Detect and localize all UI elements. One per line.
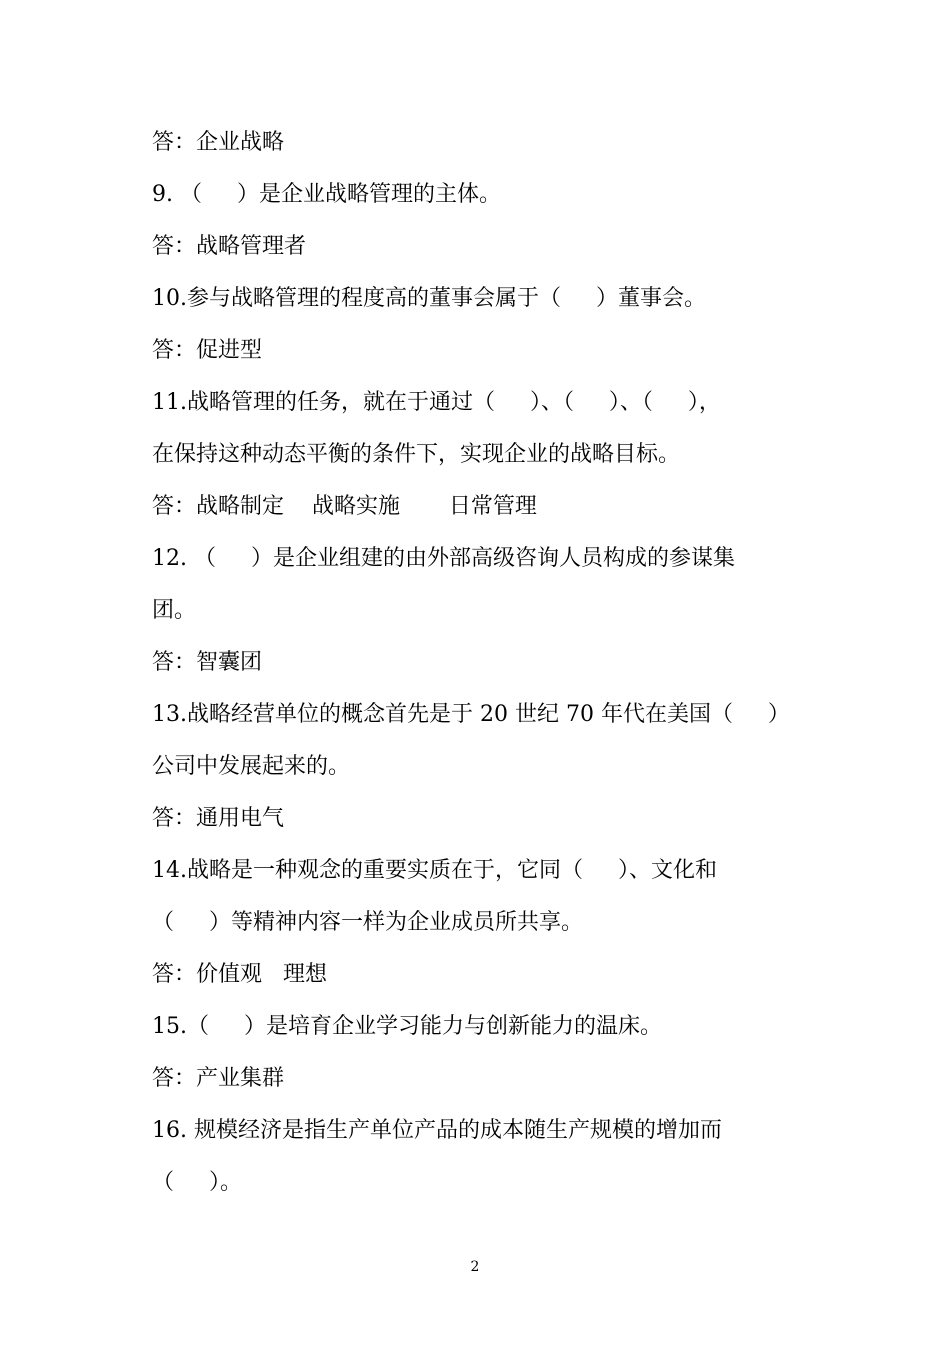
answer-line: 答：智囊团 <box>152 650 263 675</box>
question-14-continued: （ ）等精神内容一样为企业成员所共享。 <box>152 910 583 935</box>
answer-line: 答：价值观 理想 <box>152 962 327 987</box>
question-12-continued: 团。 <box>152 598 197 623</box>
answer-line: 答：通用电气 <box>152 806 285 831</box>
answer-line: 答：产业集群 <box>152 1066 285 1091</box>
question-11: 11.战略管理的任务，就在于通过（ ）、（ ）、（ ）， <box>152 390 721 415</box>
question-15: 15.（ ）是培育企业学习能力与创新能力的温床。 <box>152 1014 662 1039</box>
page-number: 2 <box>470 1259 480 1275</box>
question-13: 13.战略经营单位的概念首先是于 20 世纪 70 年代在美国（ ） <box>152 702 790 727</box>
answer-line: 答：企业战略 <box>152 130 285 155</box>
question-10: 10.参与战略管理的程度高的董事会属于（ ）董事会。 <box>152 286 706 311</box>
answer-line: 答：战略管理者 <box>152 234 307 259</box>
question-14: 14.战略是一种观念的重要实质在于，它同（ ）、文化和 <box>152 858 717 883</box>
question-11-continued: 在保持这种动态平衡的条件下，实现企业的战略目标。 <box>152 442 681 467</box>
question-16-continued: （ ）。 <box>152 1170 242 1195</box>
question-12: 12. （ ）是企业组建的由外部高级咨询人员构成的参谋集 <box>152 546 735 571</box>
answer-line: 答：促进型 <box>152 338 263 363</box>
answer-line: 答：战略制定 战略实施 日常管理 <box>152 494 537 519</box>
question-9: 9. （ ）是企业战略管理的主体。 <box>152 182 501 207</box>
question-16: 16. 规模经济是指生产单位产品的成本随生产规模的增加而 <box>152 1118 722 1143</box>
question-13-continued: 公司中发展起来的。 <box>152 754 351 779</box>
